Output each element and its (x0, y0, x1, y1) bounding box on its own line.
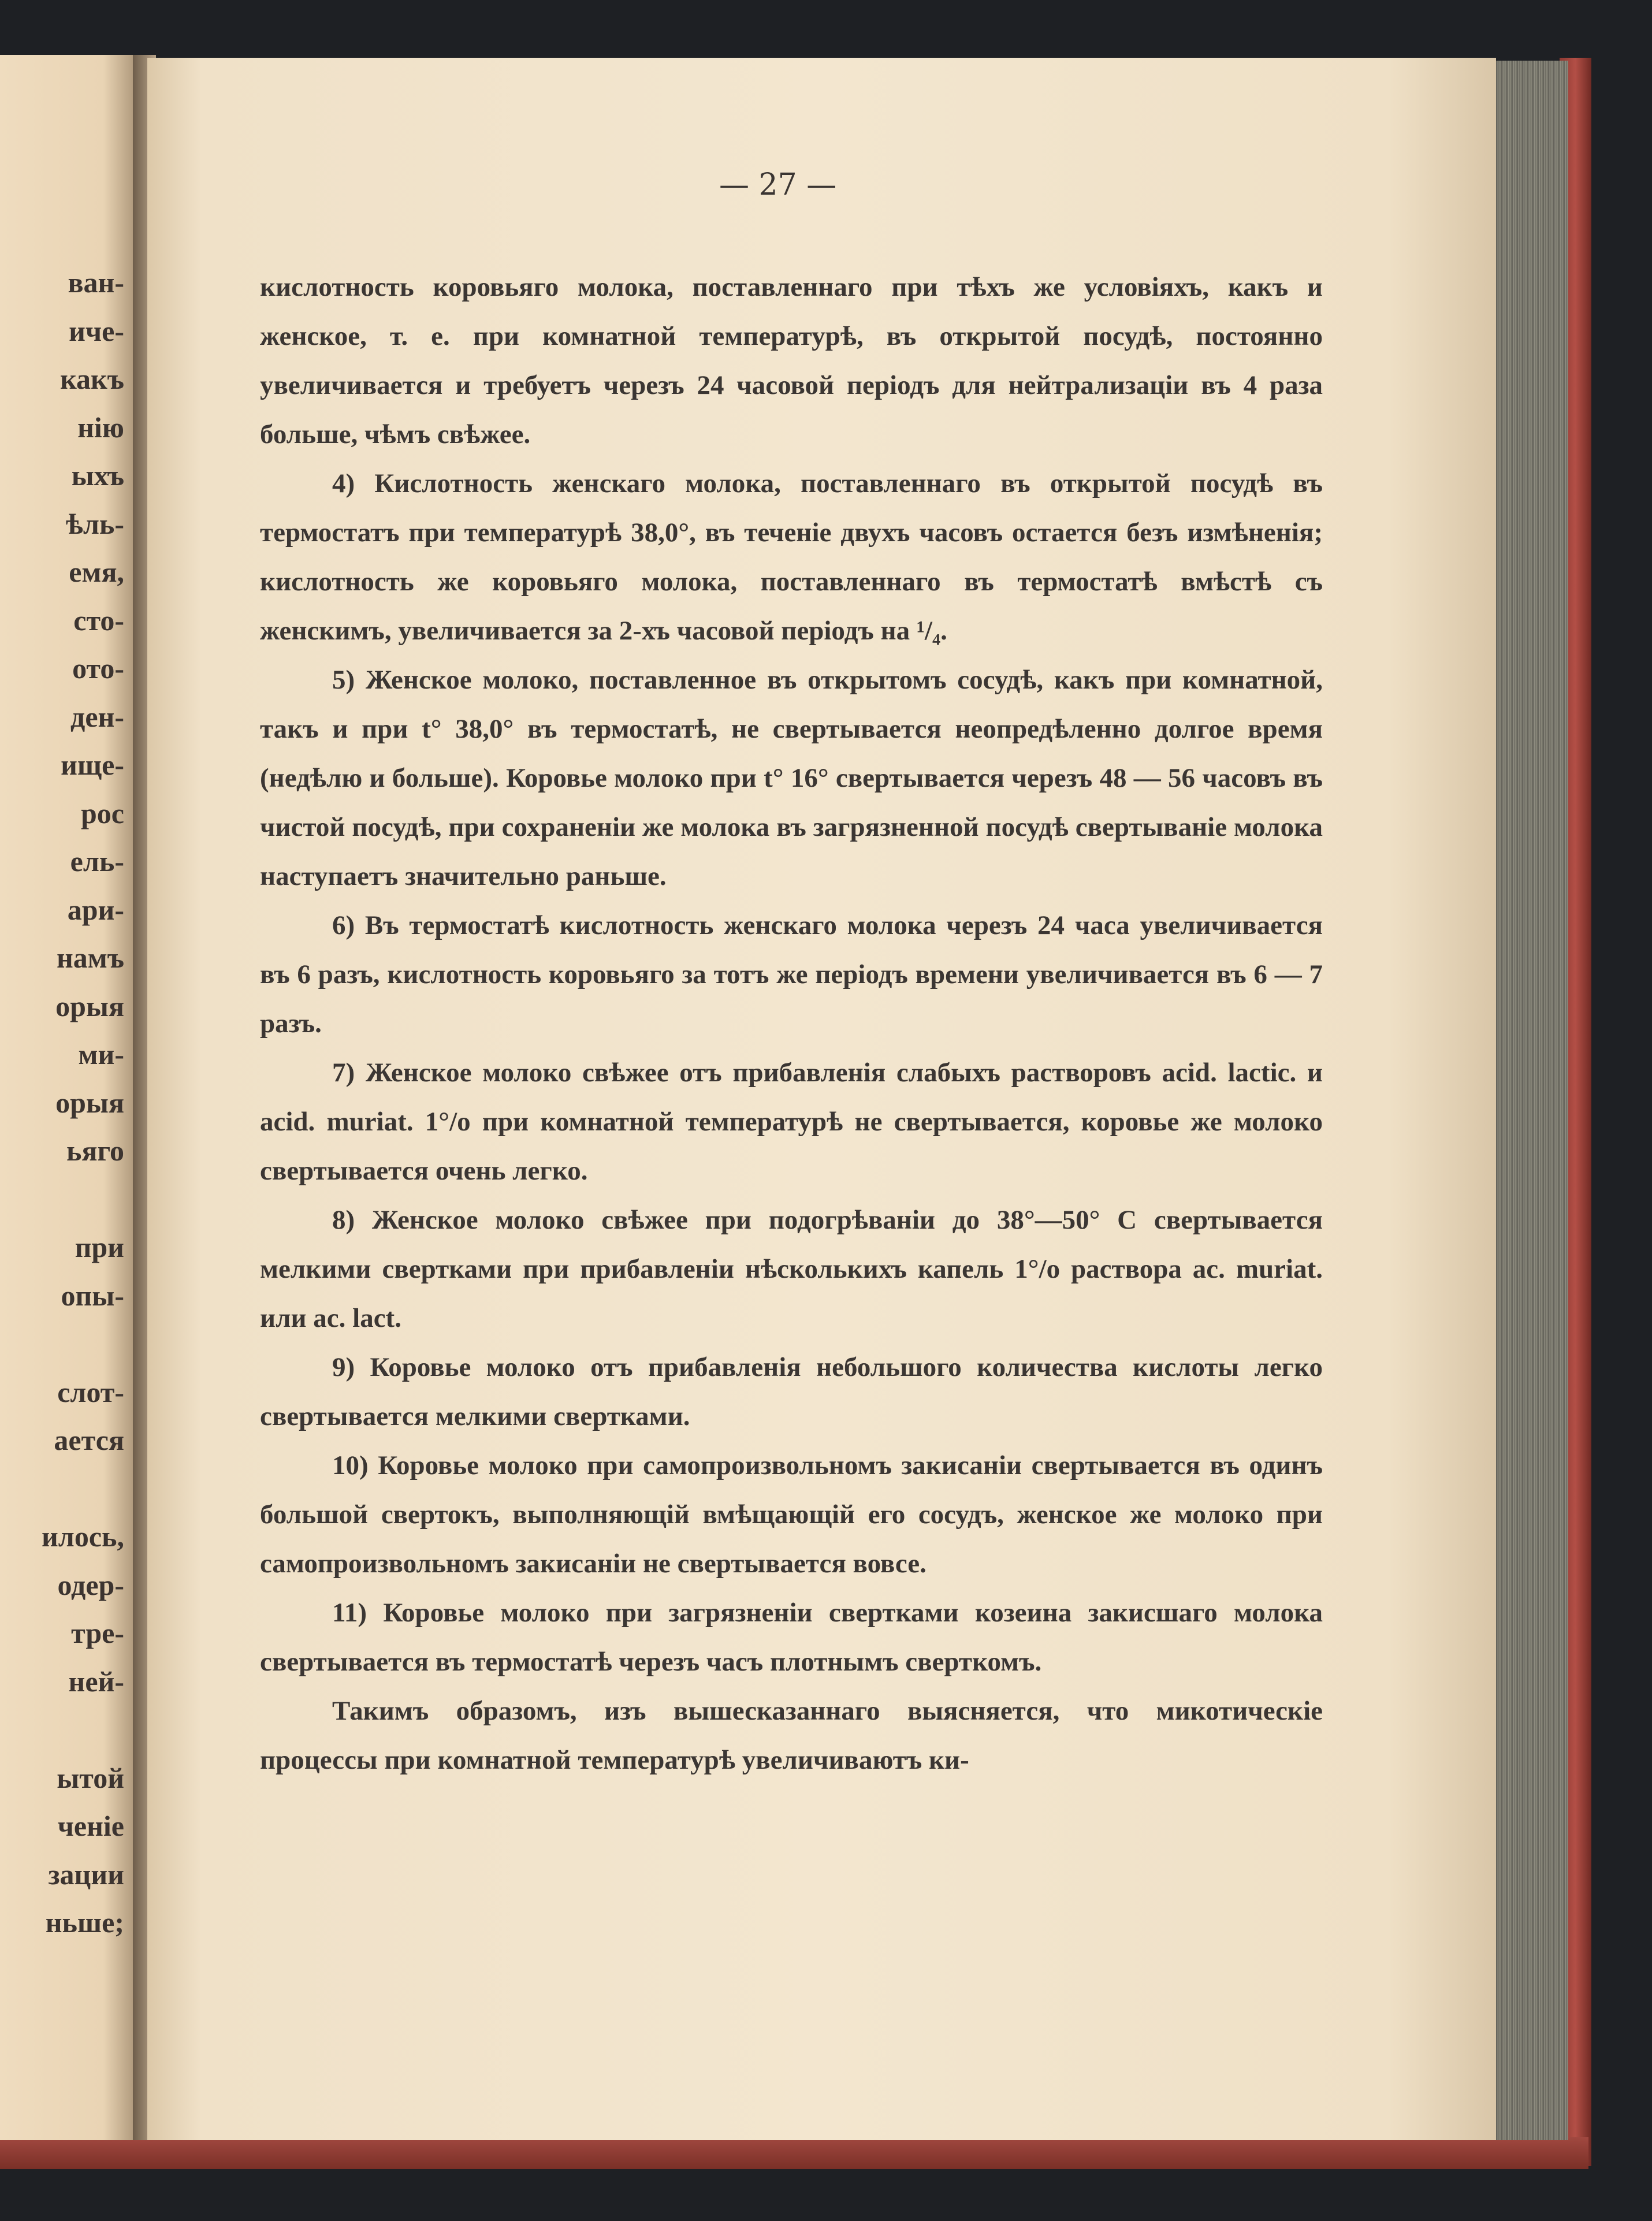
paragraph-5: 5) Женское молоко, поставленное въ открытомъ сосудѣ, какъ при комнатной, такъ и при t° 38,0° въ термостатѣ, не свертывается неопредѣленно долгое время (недѣлю и больше). Коровье молоко при t° 16° свертывается черезъ 48 — 56 часовъ въ чистой посудѣ, при сохраненіи же молока въ загрязненной посудѣ свертываніе молока наступаетъ значительно раньше. (260, 665, 1323, 891)
left-page-line-fragment: ней- (68, 1665, 124, 1698)
left-page-line-fragment: слот- (57, 1375, 124, 1408)
paragraph-conclusion: Такимъ образомъ, изъ вышесказаннаго выясняется, что микотическіе процессы при комнатной температурѣ увеличиваютъ ки- (260, 1696, 1323, 1775)
paragraph-11: 11) Коровье молоко при загрязненіи свертками козеина закисшаго молока свертывается въ термостатѣ черезъ часъ плотнымъ сверткомъ. (260, 1598, 1323, 1677)
left-page-line-fragment: ѣль- (65, 507, 124, 540)
left-page-line-fragment: нію (77, 411, 124, 444)
left-page-line-fragment: ьяго (66, 1134, 124, 1167)
left-page-line-fragment: ньше; (45, 1906, 124, 1939)
left-page-line-fragment: орыя (55, 1086, 124, 1119)
left-page-line-fragment: ыхъ (71, 459, 124, 492)
left-page-line-fragment: иче- (69, 314, 124, 347)
left-page-line-fragment: ченіе (57, 1810, 124, 1842)
left-page-line-fragment: намъ (56, 942, 124, 974)
book-cover-bottom (0, 2137, 1588, 2169)
page-edges (1493, 61, 1568, 2140)
left-page-line-fragment: зации (48, 1858, 124, 1891)
left-page-line-fragment: ище- (61, 749, 124, 781)
left-page-line-fragment: при (75, 1231, 124, 1263)
left-page-line-fragment: ытой (57, 1761, 124, 1794)
paragraph-8: 8) Женское молоко свѣжее при подогрѣваніи до 38°—50° С свертывается мелкими свертками при прибавленіи нѣсколькихъ капель 1°/o раствора ac. muriat. или ac. lact. (260, 1205, 1323, 1333)
left-page-line-fragment: ари- (67, 893, 124, 926)
paragraph-6: 6) Въ термостатѣ кислотность женскаго молока черезъ 24 часа увеличивается въ 6 разъ, кислотность коровьяго за тотъ же періодъ времени увеличивается въ 6 — 7 разъ. (260, 910, 1323, 1039)
page-number: — 27 — (719, 168, 837, 202)
left-page-line-fragment: сто- (73, 604, 124, 637)
paragraph-7: 7) Женское молоко свѣжее отъ прибавленія слабыхъ растворовъ acid. lactic. и acid. muriat. 1°/o при комнатной температурѣ не свертывается, коровье же молоко свертывается очень легко. (260, 1058, 1323, 1186)
left-facing-page (0, 55, 147, 2140)
left-page-line-fragment: орыя (55, 989, 124, 1022)
left-page-line-fragment: илось, (42, 1520, 124, 1553)
left-page-line-fragment: емя, (69, 556, 124, 588)
left-page-line-fragment: тре- (71, 1617, 124, 1649)
left-page-line-fragment: ван- (68, 266, 124, 299)
paragraph-4: 4) Кислотность женскаго молока, поставленнаго въ открытой посудѣ въ термостатъ при температурѣ 38,0°, въ теченіе двухъ часовъ остается безъ измѣненія; кислотность же коровьяго молока, поставленнаго въ термостатѣ вмѣстѣ съ женскимъ, увеличивается за 2-хъ часовой періодъ на ¹/₄. (260, 468, 1323, 646)
left-page-line-fragment: рос (81, 797, 124, 829)
paragraph-10: 10) Коровье молоко при самопроизвольномъ закисаніи свертывается въ одинъ большой свертокъ, выполняющій вмѣщающій его сосудъ, женское же молоко при самопроизвольномъ закисаніи не свертывается вовсе. (260, 1450, 1323, 1579)
left-page-line-fragment: ден- (70, 700, 124, 733)
left-page-line-fragment: ото- (72, 652, 124, 684)
left-page-line-fragment: ми- (78, 1038, 124, 1070)
left-page-line-fragment: одер- (57, 1568, 124, 1601)
left-page-line-fragment: какъ (59, 363, 124, 395)
paragraph-9: 9) Коровье молоко отъ прибавленія небольшого количества кислоты легко свертывается мелкими свертками. (260, 1352, 1323, 1431)
page-body (260, 263, 1323, 1785)
left-page-line-fragment: опы- (61, 1279, 124, 1312)
left-page-line-fragment: ель- (70, 845, 124, 877)
left-page-line-fragment: ается (54, 1424, 124, 1456)
paragraph-1: кислотность коровьяго молока, поставленнаго при тѣхъ же условіяхъ, какъ и женское, т. е. при комнатной температурѣ, въ открытой посудѣ, постоянно увеличивается и требуетъ черезъ 24 часовой періодъ для нейтрализаціи въ 4 раза больше, чѣмъ свѣжее. (260, 272, 1323, 449)
